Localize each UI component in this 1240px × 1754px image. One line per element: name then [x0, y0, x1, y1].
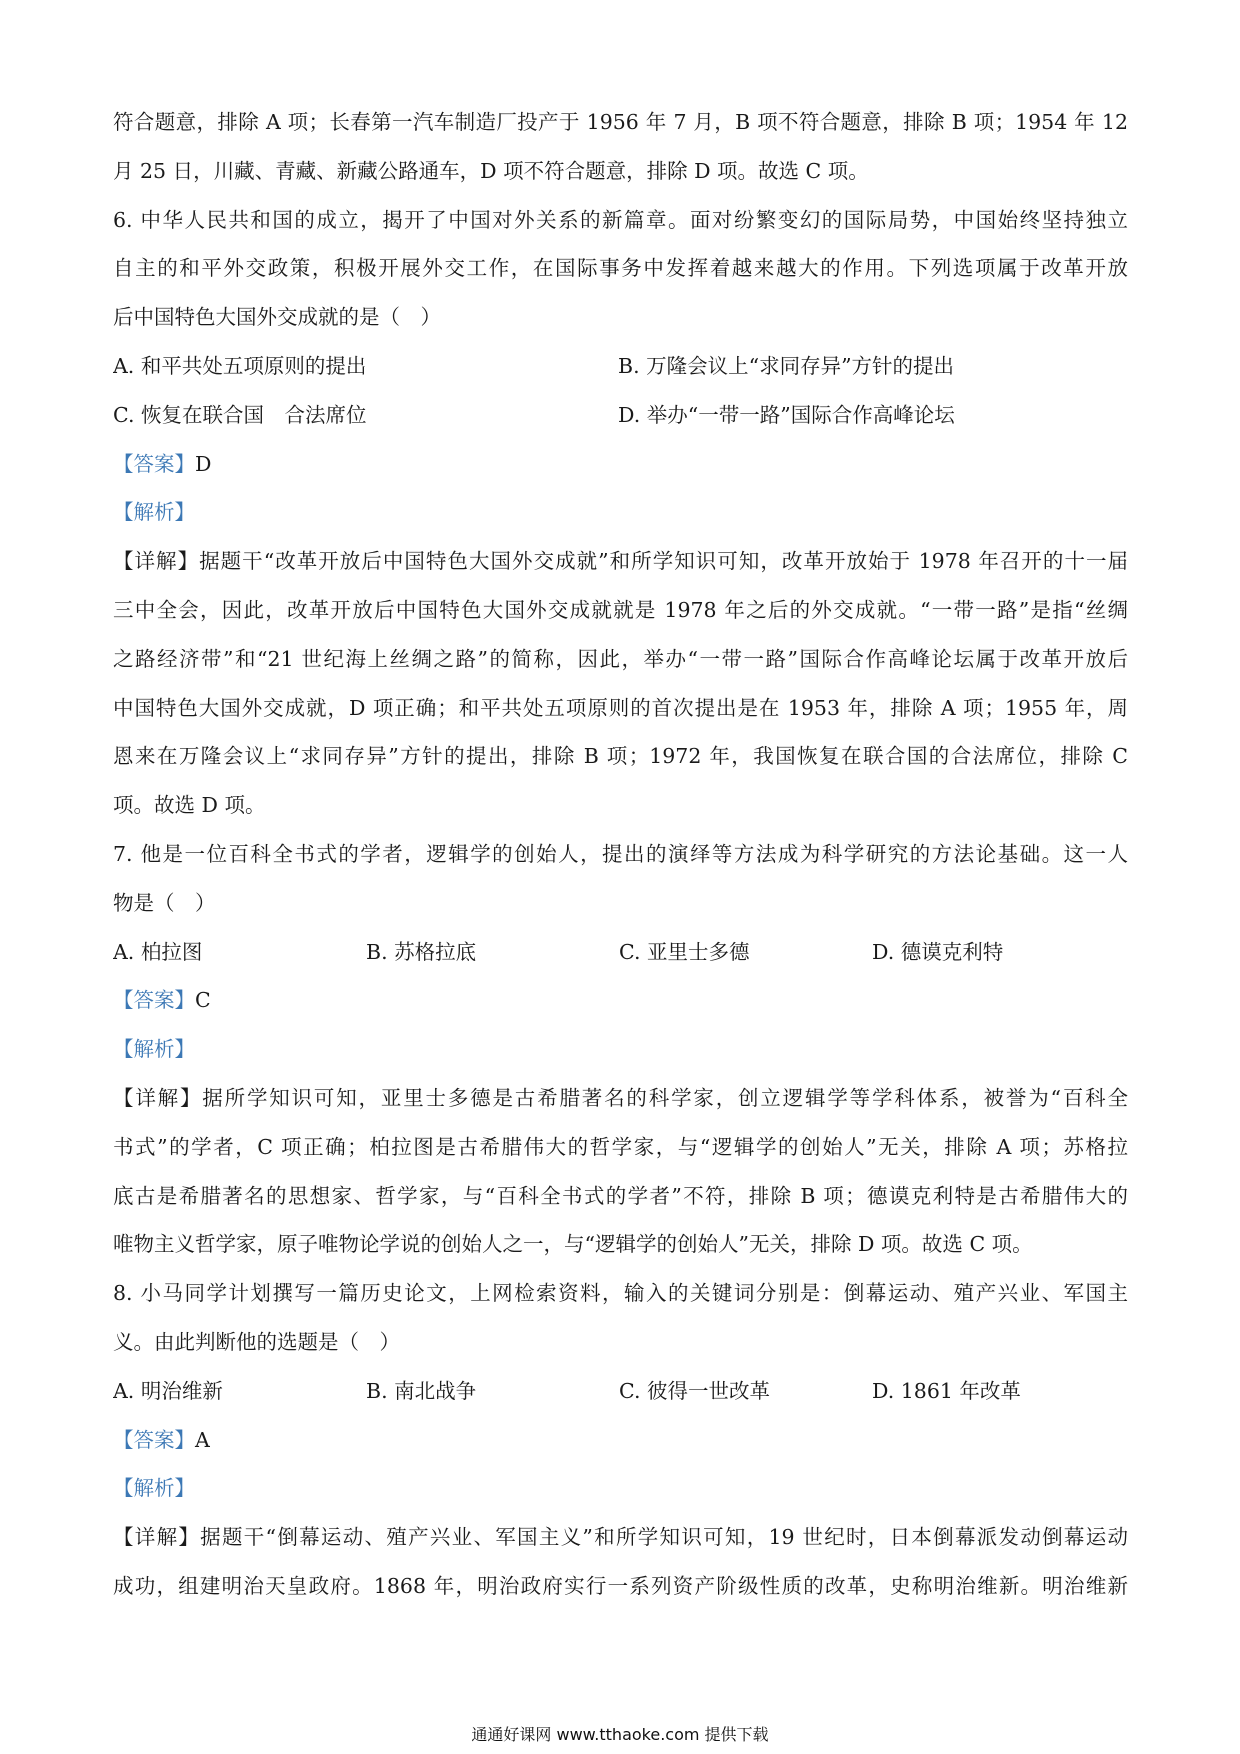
- option-d: D. 1861 年改革: [872, 1378, 1021, 1403]
- detail-line: 之路经济带”和“21 世纪海上丝绸之路”的简称，因此，举办“一带一路”国际合作高峰论坛属于改革开放后: [113, 646, 1128, 671]
- detail-text: 据题干“改革开放后中国特色大国外交成就”和所学知识可知，改革开放始于 1978 年召开的十一届: [199, 549, 1128, 574]
- answer-label: 【答案】: [113, 451, 195, 476]
- question-stem-line: 物是（ ）: [113, 890, 216, 915]
- answer-line: [113, 440, 1128, 489]
- question-stem-line: 自主的和平外交政策，积极开展外交工作，在国际事务中发挥着越来越大的作用。下列选项属于改革开放: [113, 256, 1128, 281]
- analysis-label: 【解析】: [113, 500, 195, 525]
- analysis-line: [113, 488, 1128, 537]
- option-d: D. 德谟克利特: [872, 939, 1004, 964]
- detail-line: [113, 1074, 1128, 1123]
- question-6: [113, 196, 1128, 830]
- answer-line: [113, 1416, 1128, 1465]
- analysis-line: [113, 1025, 1128, 1074]
- option-c: C. 恢复在联合国 合法席位: [113, 402, 367, 427]
- question-stem-line: 义。由此判断他的选题是（ ）: [113, 1329, 400, 1354]
- answer-value: D: [195, 451, 212, 476]
- text-line: 符合题意，排除 A 项；长春第一汽车制造厂投产于 1956 年 7 月，B 项不符合题意，排除 B 项；1954 年 12: [113, 110, 1128, 134]
- question-7: [113, 830, 1128, 1269]
- option-a: A. 柏拉图: [113, 939, 203, 964]
- question-stem-line: 6. 中华人民共和国的成立，揭开了中国对外关系的新篇章。面对纷繁变幻的国际局势，中国始终坚持独立: [113, 207, 1128, 232]
- option-b: B. 南北战争: [366, 1378, 477, 1403]
- text-line: 月 25 日，川藏、青藏、新藏公路通车，D 项不符合题意，排除 D 项。故选 C 项。: [113, 158, 869, 183]
- detail-line: 恩来在万隆会议上“求同存异”方针的提出，排除 B 项；1972 年，我国恢复在联合国的合法席位，排除 C: [113, 744, 1128, 769]
- question-stem-line: 8. 小马同学计划撰写一篇历史论文，上网检索资料，输入的关键词分别是：倒幕运动、殖产兴业、军国主: [113, 1281, 1128, 1306]
- option-b: B. 万隆会议上“求同存异”方针的提出: [618, 353, 955, 378]
- detail-label: 【详解】: [113, 1525, 201, 1550]
- detail-label: 【详解】: [113, 549, 200, 574]
- detail-label: 【详解】: [113, 1085, 203, 1110]
- option-c: C. 亚里士多德: [619, 939, 750, 964]
- detail-line: [113, 1513, 1128, 1562]
- option-b: B. 苏格拉底: [366, 939, 477, 964]
- detail-line: 三中全会，因此，改革开放后中国特色大国外交成就就是 1978 年之后的外交成就。“一带一路”是指“丝绸: [113, 597, 1128, 622]
- option-c: C. 彼得一世改革: [619, 1378, 770, 1403]
- option-a: A. 明治维新: [113, 1378, 223, 1403]
- answer-line: [113, 976, 1128, 1025]
- detail-line: 唯物主义哲学家，原子唯物论学说的创始人之一，与“逻辑学的创始人”无关，排除 D 项。故选 C 项。: [113, 1232, 1033, 1257]
- answer-value: C: [195, 988, 211, 1013]
- options-row: [113, 1367, 1128, 1416]
- detail-line: 项。故选 D 项。: [113, 793, 266, 818]
- option-d: D. 举办“一带一路”国际合作高峰论坛: [618, 402, 955, 427]
- analysis-line: [113, 1464, 1128, 1513]
- answer-label: 【答案】: [113, 988, 195, 1013]
- question-stem-line: 7. 他是一位百科全书式的学者，逻辑学的创始人，提出的演绎等方法成为科学研究的方法论基础。这一人: [113, 841, 1128, 866]
- detail-line: 底古是希腊著名的思想家、哲学家，与“百科全书式的学者”不符，排除 B 项；德谟克利特是古希腊伟大的: [113, 1183, 1128, 1208]
- detail-line: 书式”的学者，C 项正确；柏拉图是古希腊伟大的哲学家，与“逻辑学的创始人”无关，排除 A 项；苏格拉: [113, 1134, 1128, 1159]
- option-a: A. 和平共处五项原则的提出: [113, 353, 367, 378]
- question-stem-line: 后中国特色大国外交成就的是（ ）: [113, 305, 441, 330]
- options-row: [113, 342, 1128, 391]
- detail-text: 据题干“倒幕运动、殖产兴业、军国主义”和所学知识可知，19 世纪时，日本倒幕派发动倒幕运动: [200, 1525, 1128, 1550]
- analysis-label: 【解析】: [113, 1037, 195, 1062]
- answer-label: 【答案】: [113, 1427, 195, 1452]
- question-8: [113, 1269, 1128, 1611]
- options-row: [113, 391, 1128, 440]
- options-row: [113, 928, 1128, 977]
- detail-line: [113, 537, 1128, 586]
- detail-line: 成功，组建明治天皇政府。1868 年，明治政府实行一系列资产阶级性质的改革，史称明治维新。明治维新: [113, 1573, 1128, 1598]
- answer-value: A: [195, 1427, 210, 1452]
- detail-text: 据所学知识可知，亚里士多德是古希腊著名的科学家，创立逻辑学等学科体系，被誉为“百科全: [202, 1085, 1128, 1110]
- page-footer: 通通好课网 www.tthaoke.com 提供下载: [471, 1725, 769, 1744]
- document-page: [113, 98, 1128, 1611]
- analysis-label: 【解析】: [113, 1476, 195, 1501]
- detail-line: 中国特色大国外交成就，D 项正确；和平共处五项原则的首次提出是在 1953 年，排除 A 项；1955 年，周: [113, 695, 1128, 720]
